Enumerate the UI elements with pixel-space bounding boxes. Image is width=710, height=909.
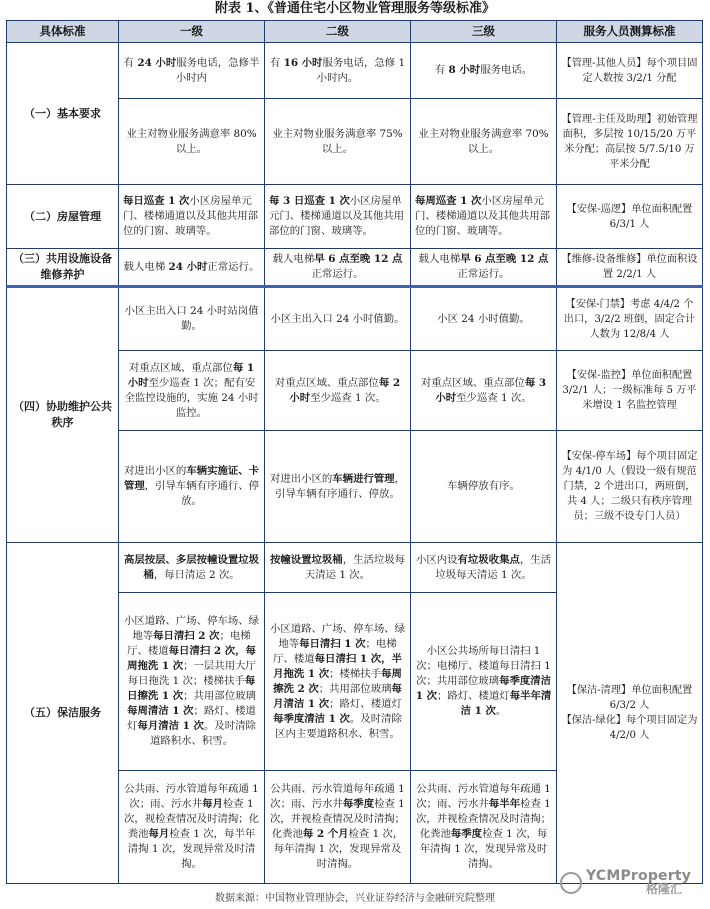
- watermark-brand: 格隆汇: [646, 882, 683, 896]
- header-staffing: 服务人员测算标准: [557, 21, 703, 43]
- cell: 小区主出入口 24 小时站岗值勤。: [119, 287, 265, 351]
- cell: 载人电梯早 6 点至晚 12 点正常运行。: [411, 249, 557, 287]
- cell: 每周巡查 1 次小区房屋单元门、楼梯通道以及其他共用部位的门窗、玻璃等。: [411, 185, 557, 249]
- cell: 对重点区域、重点部位每 1 小时至少巡查 1 次；配有安全监控设施的，实施 24 小时监控。: [119, 351, 265, 431]
- cell: 公共雨、污水管道每年疏通 1 次；雨、污水井每月检查 1 次，视检查情况及时清掏；化粪池每月检查 1 次，每半年清掏 1 次，发现异常及时清掏。: [119, 771, 265, 884]
- staffing-cell: 【安保-门禁】考虑 4/4/2 个出口，3/2/2 班倒，固定合计人数为 12/8/4 人: [557, 287, 703, 351]
- service-standard-table: [6, 20, 703, 884]
- category-cleaning: （五）保洁服务: [7, 543, 119, 884]
- table-row: [7, 43, 703, 99]
- cell: 对重点区域、重点部位每 3 小时至少巡查 1 次。: [411, 351, 557, 431]
- table-row: [7, 543, 703, 593]
- cell: 车辆停放有序。: [411, 431, 557, 543]
- header-level-2: 二级: [265, 21, 411, 43]
- header-criteria: 具体标准: [7, 21, 119, 43]
- cell: 对重点区域、重点部位每 2 小时至少巡查 1 次。: [265, 351, 411, 431]
- cell: 载人电梯 24 小时正常运行。: [119, 249, 265, 287]
- cell: 小区道路、广场、停车场、绿地等每日清扫 2 次；电梯厅、楼道每日清扫 2 次，每周拖洗 1 次；一层共用大厅每日拖洗 1 次；楼梯扶手每日擦洗 1 次；共用部位玻璃每周清洁 1 次；路灯、楼道灯每月清洁 1 次。及时清除道路积水、积雪。: [119, 593, 265, 771]
- table-row: [7, 249, 703, 287]
- cell: 小区内设有垃圾收集点，生活垃圾每天清运 1 次。: [411, 543, 557, 593]
- cell: 业主对物业服务满意率 70%以上。: [411, 99, 557, 185]
- category-housing: （二）房屋管理: [7, 185, 119, 249]
- cell: 按幢设置垃圾桶，生活垃圾每天清运 1 次。: [265, 543, 411, 593]
- header-level-1: 一级: [119, 21, 265, 43]
- cell: 每日巡查 1 次小区房屋单元门、楼梯通道以及其他共用部位的门窗、玻璃等。: [119, 185, 265, 249]
- header-row: [7, 21, 703, 43]
- staff-cleaning-clear: 【保洁-清理】单位面积配置 6/3/2 人: [566, 685, 693, 711]
- data-source: 数据来源：中国物业管理协会，兴业证券经济与金融研究院整理: [215, 893, 495, 904]
- staffing-cell: 【维修-设备维修】单位面积设置 2/2/1 人: [557, 249, 703, 287]
- staffing-cell: 【安保-巡逻】单位面积配置 6/3/1 人: [557, 185, 703, 249]
- staffing-cell: [557, 543, 703, 884]
- staffing-cell: 【安保-监控】单位面积配置 3/2/1 人；一级标准每 5 万平米增设 1 名监控管理: [557, 351, 703, 431]
- cell: 小区主出入口 24 小时值勤。: [265, 287, 411, 351]
- cell: 小区道路、广场、停车场、绿地等每日清扫 1 次；电梯厅、楼道每日清扫 1 次，半月拖洗 1 次；楼梯扶手每周擦洗 2 次；共用部位玻璃每月清洁 1 次；路灯、楼道灯每季度清洁 1 次。及时清除区内主要道路积水、积雪。: [265, 593, 411, 771]
- cell: 载人电梯早 6 点至晚 12 点正常运行。: [265, 249, 411, 287]
- staffing-cell: 【管理-其他人员】每个项目固定人数按 3/2/1 分配: [557, 43, 703, 99]
- cell: 高层按层、多层按幢设置垃圾桶，每日清运 2 次。: [119, 543, 265, 593]
- cell: 业主对物业服务满意率 75%以上。: [265, 99, 411, 185]
- cell: 有 8 小时服务电话。: [411, 43, 557, 99]
- table-title: 附表 1、《普通住宅小区物业管理服务等级标准》: [214, 1, 496, 16]
- category-facilities: （三）共用设施设备维修养护: [7, 249, 119, 287]
- cell: 小区公共场所每日清扫 1 次；电梯厅、楼道每日清扫 1 次；共用部位玻璃每季度清洁 1 次；路灯、楼道灯每半年清洁 1 次。: [411, 593, 557, 771]
- cell: 每 3 日巡查 1 次小区房屋单元门、楼梯通道以及其他共用部位的门窗、玻璃等。: [265, 185, 411, 249]
- cell: 公共雨、污水管道每年疏通 1 次；雨、污水井每季度检查 1 次，并视检查情况及时清掏；化粪池每 2 个月检查 1 次，每年清掏 1 次，发现异常及时清掏。: [265, 771, 411, 884]
- category-basic: （一）基本要求: [7, 43, 119, 185]
- cell: 有 16 小时服务电话，急修 1 小时内。: [265, 43, 411, 99]
- table-row: [7, 185, 703, 249]
- staffing-cell: 【管理-主任及助理】初始管理面积，多层按 10/15/20 万平米分配；高层按 5/7.5/10 万平米分配: [557, 99, 703, 185]
- header-level-3: 三级: [411, 21, 557, 43]
- cell: 业主对物业服务满意率 80%以上。: [119, 99, 265, 185]
- cell: 小区 24 小时值勤。: [411, 287, 557, 351]
- watermark-name: YCMProperty: [586, 868, 692, 884]
- staff-cleaning-green: 【保洁-绿化】每个项目固定为 4/2/0 人: [561, 715, 698, 741]
- category-security: （四）协助维护公共秩序: [7, 287, 119, 543]
- cell: 公共雨、污水管道每年疏通 1 次；雨、污水井每半年检查 1 次，并视检查情况及时清掏；化粪池每季度检查 1 次，每年清掏 1 次，发现异常及时清掏。: [411, 771, 557, 884]
- cell: 对进出小区的车辆实施证、卡管理，引导车辆有序通行、停放。: [119, 431, 265, 543]
- cell: 有 24 小时服务电话，急修半小时内: [119, 43, 265, 99]
- table-row: [7, 287, 703, 351]
- cell: 对进出小区的车辆进行管理，引导车辆有序通行、停放。: [265, 431, 411, 543]
- staffing-cell: 【安保-停车场】每个项目固定为 4/1/0 人（假设一级有规范门禁，2 个进出口，两班倒，共 4 人；二级只有秩序管理员；三级不设专门人员）: [557, 431, 703, 543]
